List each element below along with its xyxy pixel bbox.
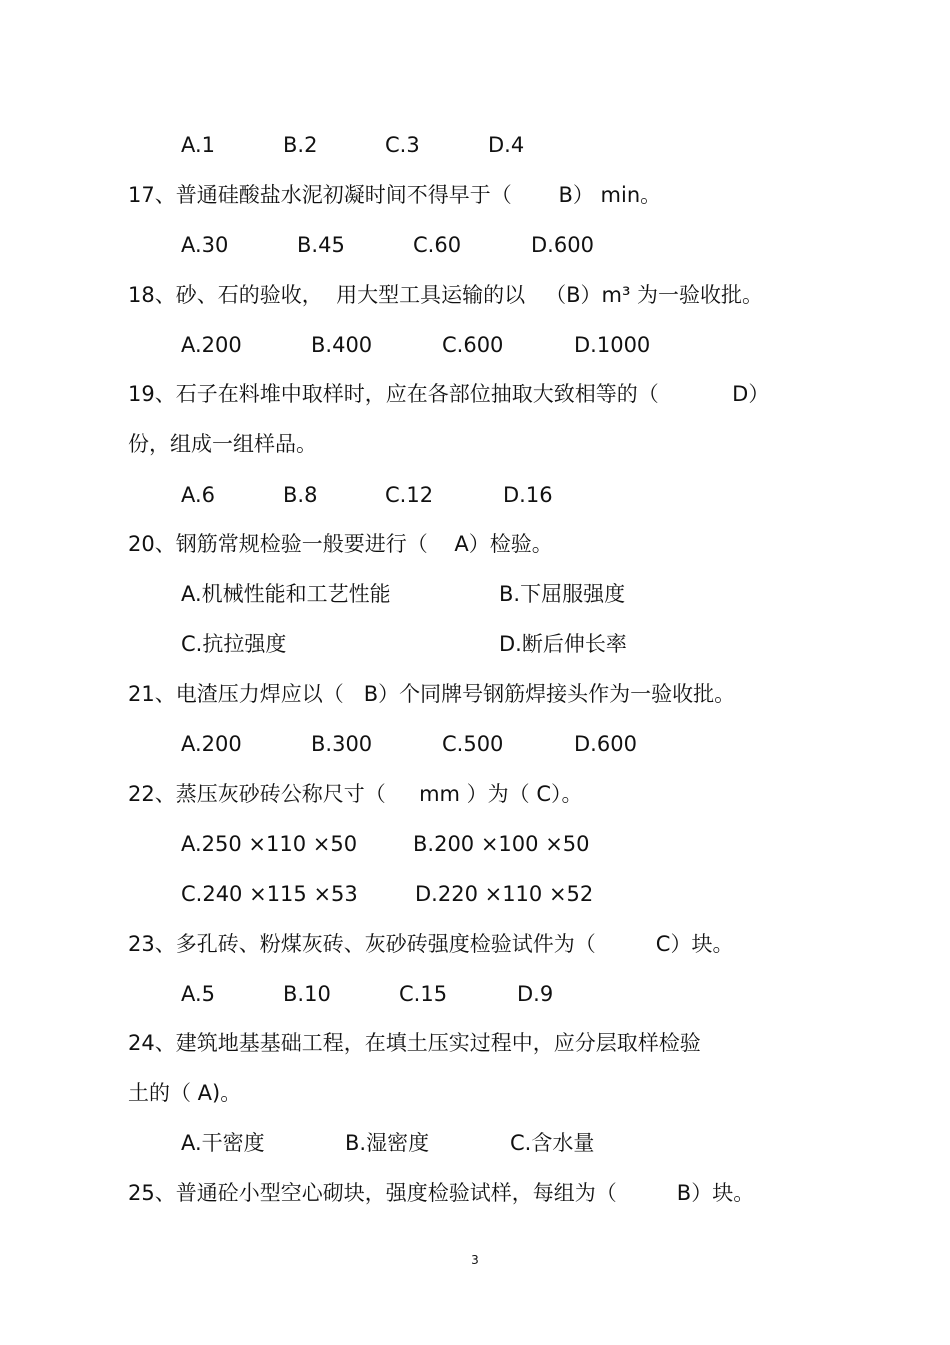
question-18: 18、砂、石的验收， 用大型工具运输的以 （B）m³ 为一验收批。 (128, 283, 764, 307)
option-a: A.200 (181, 333, 242, 357)
option-d: D.600 (531, 233, 594, 257)
option-a: A.1 (181, 133, 216, 157)
question-17: 17、普通硅酸盐水泥初凝时间不得早于（ B） min。 (128, 183, 662, 207)
option-b: B.10 (283, 982, 331, 1006)
option-c: C.抗拉强度 (181, 632, 287, 656)
option-a: A.250 ×110 ×50 (181, 832, 358, 856)
option-c: C.3 (385, 133, 420, 157)
option-c: C.500 (442, 732, 504, 756)
option-a: A.30 (181, 233, 229, 257)
option-d: D.断后伸长率 (499, 632, 627, 656)
option-c: C.60 (413, 233, 462, 257)
option-d: D.4 (488, 133, 525, 157)
option-b: B.45 (297, 233, 345, 257)
option-d: D.600 (574, 732, 637, 756)
option-c: C.15 (399, 982, 448, 1006)
option-a: A.200 (181, 732, 242, 756)
option-c: C.600 (442, 333, 504, 357)
option-a: A.干密度 (181, 1131, 265, 1155)
option-c: C.240 ×115 ×53 (181, 882, 358, 906)
option-d: D.16 (503, 483, 553, 507)
question-19-line2: 份，组成一组样品。 (128, 432, 317, 456)
question-24-line2: 土的（ A)。 (128, 1081, 242, 1105)
option-b: B.2 (283, 133, 318, 157)
option-a: A.6 (181, 483, 216, 507)
option-b: B.下屈服强度 (499, 582, 626, 606)
question-23: 23、多孔砖、粉煤灰砖、灰砂砖强度检验试件为（ C）块。 (128, 932, 734, 956)
question-22: 22、蒸压灰砂砖公称尺寸（ mm ）为（ C）。 (128, 782, 583, 806)
option-b: B.400 (311, 333, 373, 357)
page-number: 3 (471, 1253, 479, 1267)
option-a: A.机械性能和工艺性能 (181, 582, 391, 606)
option-d: D.1000 (574, 333, 651, 357)
question-24-line1: 24、建筑地基基础工程，在填土压实过程中，应分层取样检验 (128, 1031, 701, 1055)
question-21: 21、电渣压力焊应以（ B）个同牌号钢筋焊接头作为一验收批。 (128, 682, 736, 706)
question-25: 25、普通砼小型空心砌块，强度检验试样，每组为（ B）块。 (128, 1181, 755, 1205)
option-b: B.200 ×100 ×50 (413, 832, 590, 856)
option-b: B.300 (311, 732, 373, 756)
option-a: A.5 (181, 982, 216, 1006)
question-20: 20、钢筋常规检验一般要进行（ A）检验。 (128, 532, 553, 556)
option-c: C.含水量 (510, 1131, 595, 1155)
question-19-line1: 19、石子在料堆中取样时，应在各部位抽取大致相等的（ D） (128, 382, 770, 406)
option-b: B.8 (283, 483, 318, 507)
option-d: D.9 (517, 982, 554, 1006)
option-c: C.12 (385, 483, 434, 507)
option-d: D.220 ×110 ×52 (415, 882, 594, 906)
option-b: B.湿密度 (345, 1131, 430, 1155)
